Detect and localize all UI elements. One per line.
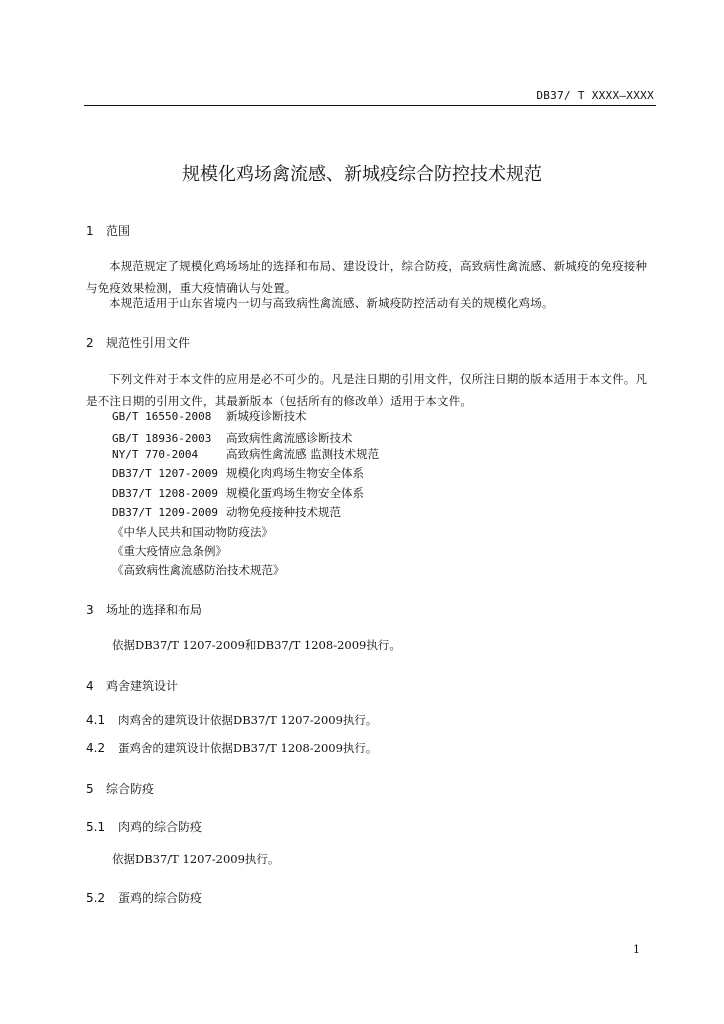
- reference-name: 动物免疫接种技术规范: [226, 505, 341, 519]
- section-4-heading: [86, 677, 178, 694]
- subsection-title: 蛋鸡的综合防疫: [118, 891, 203, 905]
- reference-item: [112, 483, 364, 504]
- section-title: 鸡舍建筑设计: [106, 679, 179, 693]
- reference-name: 规模化蛋鸡场生物安全体系: [226, 486, 364, 500]
- reference-code: DB37/T 1208-2009: [112, 487, 218, 500]
- section-1-paragraph-2: 本规范适用于山东省境内一切与高致病性禽流感、新城疫防控活动有关的规模化鸡场。: [109, 296, 554, 310]
- reference-item: [112, 463, 364, 484]
- section-5-heading: [86, 780, 154, 797]
- section-number: 3: [86, 603, 94, 617]
- section-title: 场址的选择和布局: [106, 603, 203, 617]
- subsection-4-2: [86, 740, 377, 756]
- section-2-heading: [86, 334, 190, 351]
- reference-item: [112, 444, 379, 465]
- reference-name: 高致病性禽流感诊断技术: [226, 431, 353, 445]
- subsection-number: 5.1: [86, 820, 106, 834]
- section-number: 2: [86, 336, 94, 350]
- reference-code: GB/T 16550-2008: [112, 410, 212, 423]
- subsection-5-1-heading: [86, 818, 202, 835]
- reference-item: [112, 406, 307, 427]
- law-reference: 《重大疫情应急条例》: [112, 544, 227, 558]
- reference-code: DB37/T 1207-2009: [112, 467, 218, 480]
- document-code-header: DB37/ T XXXX—XXXX: [536, 89, 654, 102]
- document-title: 规模化鸡场禽流感、新城疫综合防控技术规范: [182, 164, 542, 185]
- subsection-number: 4.2: [86, 741, 106, 755]
- subsection-title: 肉鸡的综合防疫: [118, 820, 203, 834]
- subsection-text: 肉鸡舍的建筑设计依据DB37/T 1207-2009执行。: [118, 713, 378, 727]
- law-reference: 《中华人民共和国动物防疫法》: [112, 525, 273, 539]
- reference-item: [112, 502, 341, 523]
- reference-name: 规模化肉鸡场生物安全体系: [226, 466, 364, 480]
- section-title: 规范性引用文件: [106, 336, 191, 350]
- section-title: 范围: [106, 224, 131, 238]
- reference-name: 新城疫诊断技术: [226, 409, 307, 423]
- section-3-paragraph: 依据DB37/T 1207-2009和DB37/T 1208-2009执行。: [112, 638, 401, 652]
- law-reference: 《高致病性禽流感防治技术规范》: [112, 563, 285, 577]
- subsection-5-2-heading: [86, 889, 202, 906]
- subsection-5-1-paragraph: 依据DB37/T 1207-2009执行。: [112, 852, 280, 866]
- section-title: 综合防疫: [106, 782, 155, 796]
- section-1-heading: [86, 222, 130, 239]
- subsection-4-1: [86, 712, 377, 728]
- section-number: 1: [86, 224, 94, 238]
- reference-code: GB/T 18936-2003: [112, 432, 212, 445]
- section-1-paragraph-1: 本规范规定了规模化鸡场场址的选择和布局、建设设计，综合防疫，高致病性禽流感、新城疫的免疫接种与免疫效果检测，重大疫情确认与处置。: [86, 259, 648, 295]
- subsection-number: 5.2: [86, 891, 106, 905]
- reference-code: NY/T 770-2004: [112, 448, 199, 461]
- section-3-heading: [86, 601, 202, 618]
- reference-name: 高致病性禽流感 监测技术规范: [226, 447, 380, 461]
- section-number: 4: [86, 679, 94, 693]
- subsection-text: 蛋鸡舍的建筑设计依据DB37/T 1208-2009执行。: [118, 741, 378, 755]
- header-rule: [84, 105, 656, 106]
- subsection-number: 4.1: [86, 713, 106, 727]
- page-number: 1: [633, 943, 640, 956]
- reference-code: DB37/T 1209-2009: [112, 506, 218, 519]
- section-number: 5: [86, 782, 94, 796]
- section-2-paragraph-1: 下列文件对于本文件的应用是必不可少的。凡是注日期的引用文件，仅所注日期的版本适用于本文件。凡是不注日期的引用文件，其最新版本（包括所有的修改单）适用于本文件。: [86, 372, 648, 408]
